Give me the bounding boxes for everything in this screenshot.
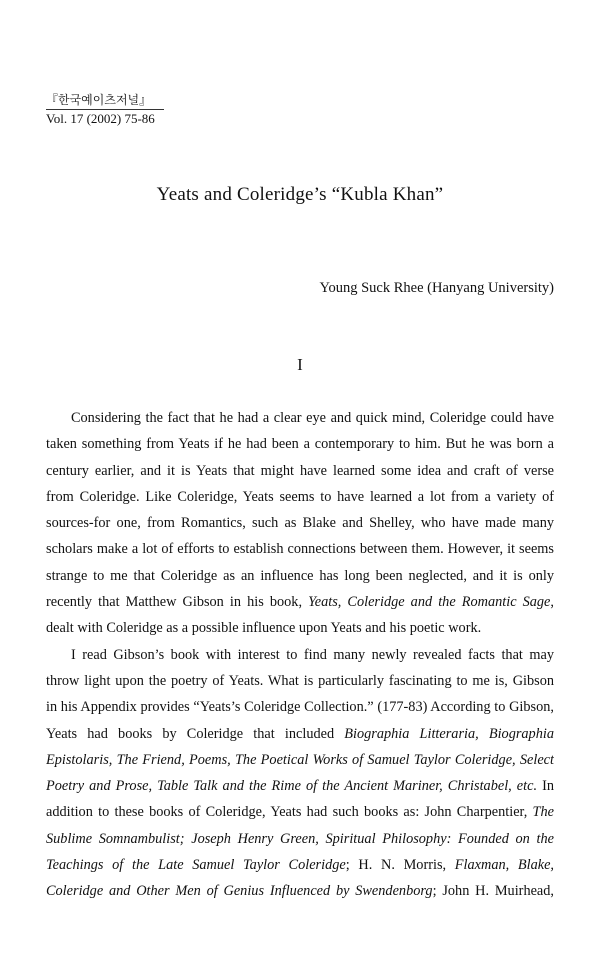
text-segment: dealt with Coleridge as a possible influence upon Yeats and his poetic work. [46,620,482,637]
italic-title: Coleridge and Other Men of Genius Influenced by Swendenborg [46,883,433,900]
text-segment: recently that Matthew Gibson in his book, [46,594,309,611]
text-segment: scholars make a lot of efforts to establish connections between them. However, it seems [46,541,554,558]
text-line [46,773,554,799]
text-line [46,458,554,484]
italic-title: Flaxman, Blake, [454,857,554,874]
text-segment: Yeats had books by Coleridge that included [46,725,345,742]
text-segment: throw light upon the poetry of Yeats. What is particularly fascinating to me is, Gibson [46,672,554,689]
paper-author: Young Suck Rhee (Hanyang University) [319,280,554,296]
text-line [46,826,554,852]
italic-title: Biographia Litteraria, Biographia [344,725,554,742]
text-line [46,694,554,720]
italic-title: Epistolaris, The Friend, Poems, The Poetical Works of Samuel Taylor Coleridge, Select [46,751,554,768]
text-line [46,510,554,536]
text-segment: addition to these books of Coleridge, Yeats had such books as: John Charpentier, [46,804,533,821]
text-segment: in his Appendix provides “Yeats’s Coleridge Collection.” (177-83) According to Gibson, [46,699,554,716]
text-line [46,484,554,510]
text-segment: Considering the fact that he had a clear eye and quick mind, Coleridge could have [71,410,554,426]
text-line [46,747,554,773]
italic-title: Teachings of the Late Samuel Taylor Coleridge [46,857,346,874]
text-segment: from Coleridge. Like Coleridge, Yeats seems to have learned a lot from a variety of [46,488,554,505]
section-heading: I [297,355,303,374]
italic-title: The [532,804,554,821]
journal-name: 『한국예이츠저널』 [46,92,164,110]
journal-volume: Vol. 17 (2002) 75-86 [46,111,155,126]
journal-header [46,92,164,127]
text-segment: taken something from Yeats if he had been a contemporary to him. But he was born a [46,436,554,453]
body-text [46,405,554,905]
text-line [46,615,554,641]
italic-title: Yeats, Coleridge and the Romantic Sage [308,594,551,611]
text-line [46,642,554,668]
text-line [46,536,554,562]
text-line [46,799,554,825]
italic-title: Sublime Somnambulist; Joseph Henry Green, Spiritual Philosophy: Founded on the [46,830,554,847]
text-line [46,405,554,431]
text-segment: I read Gibson’s book with interest to find many newly revealed facts that may [71,646,554,663]
text-segment: ; John H. Muirhead, [432,883,554,900]
text-line [46,721,554,747]
text-line [46,668,554,694]
text-segment: sources-for one, from Romantics, such as Blake and Shelley, who have made many [46,515,554,532]
text-segment: century earlier, and it is Yeats that might have learned some idea and craft of verse [46,462,554,479]
italic-title: Poetry and Prose, Table Talk and the Rime of the Ancient Mariner, Christabel, etc. [46,778,538,795]
text-line [46,878,554,904]
text-segment: In [537,778,554,795]
text-segment: , [550,594,554,611]
text-segment: ; H. N. Morris, [345,857,455,874]
text-line [46,589,554,615]
text-line [46,852,554,878]
text-segment: strange to me that Coleridge as an influence has long been neglected, and it is only [46,567,554,584]
paper-title: Yeats and Coleridge’s “Kubla Khan” [156,184,444,205]
text-line [46,563,554,589]
text-line [46,431,554,457]
